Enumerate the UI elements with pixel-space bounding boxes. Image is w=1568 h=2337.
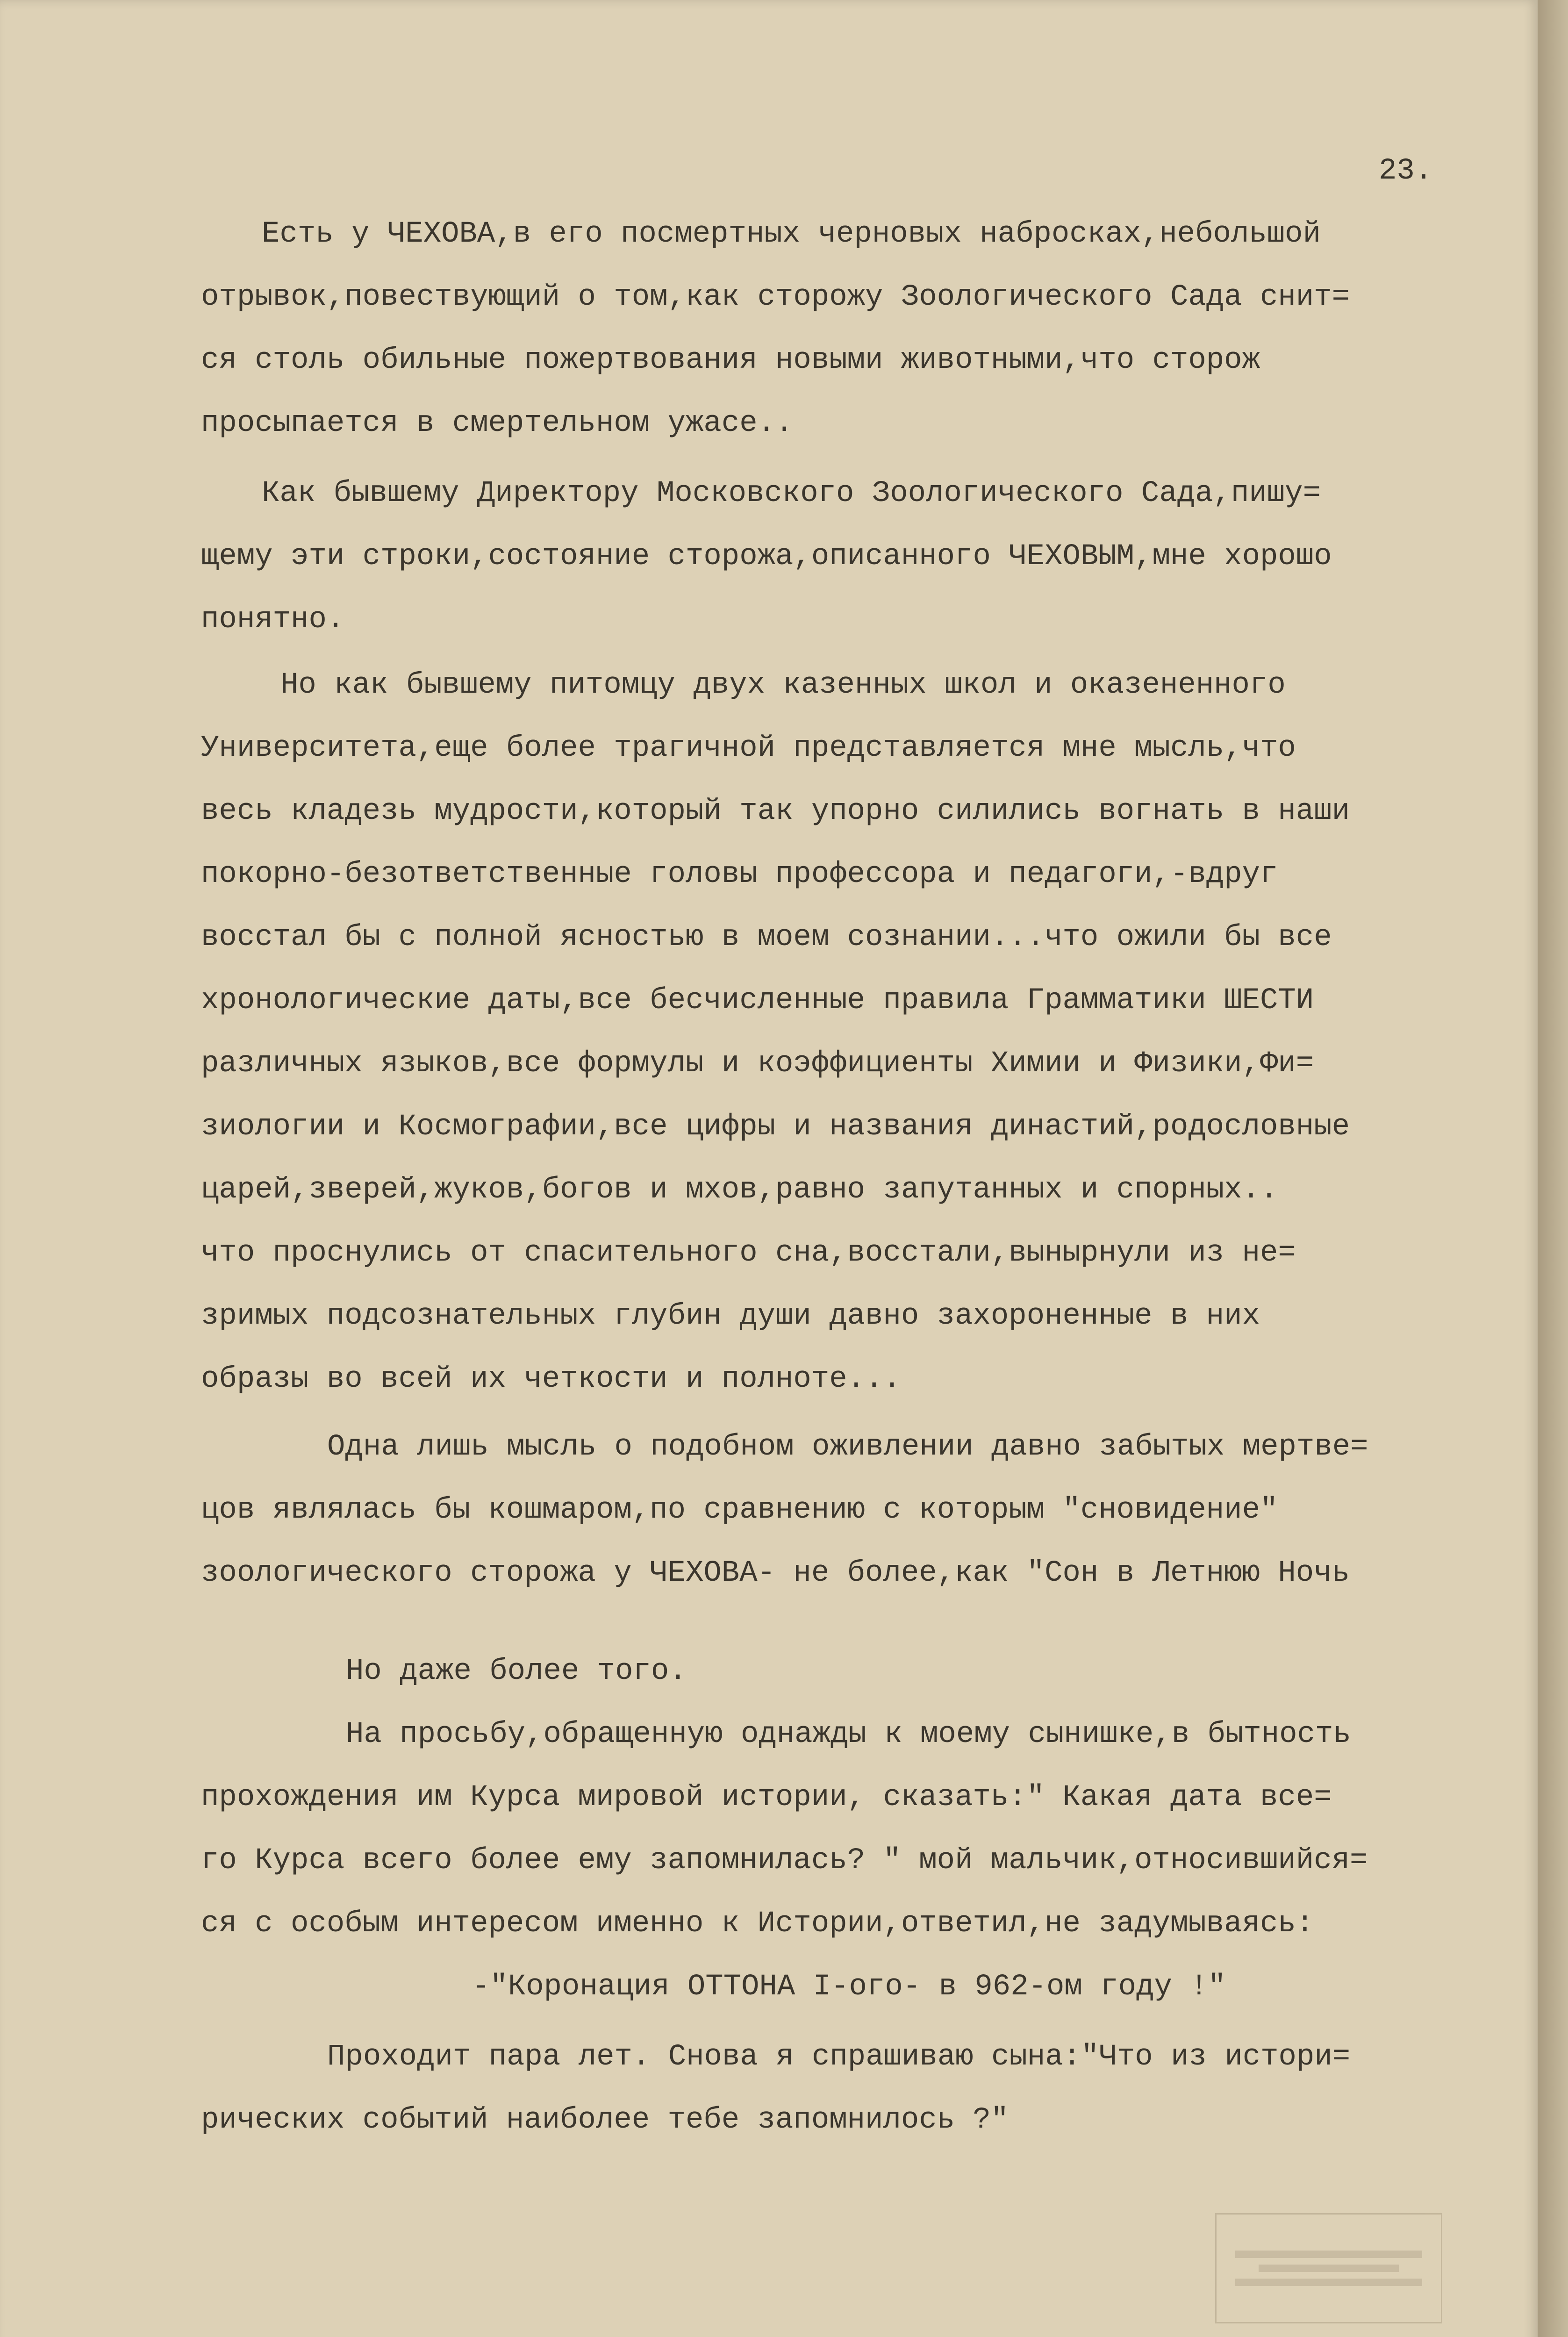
text-line: хронологические даты,все бесчисленные правила Грамматики ШЕСТИ bbox=[201, 984, 1314, 1018]
text-line: На просьбу,обращенную однажды к моему сынишке,в бытность bbox=[346, 1718, 1351, 1751]
stamp-mark bbox=[1235, 2251, 1422, 2258]
text-line: образы во всей их четкости и полноте... bbox=[201, 1362, 901, 1396]
text-line: цов являлась бы кошмаром,по сравнению с которым "сновидение" bbox=[201, 1493, 1278, 1527]
text-line: Но даже более того. bbox=[346, 1655, 687, 1688]
text-line: Одна лишь мысль о подобном оживлении давно забытых мертве= bbox=[327, 1430, 1368, 1464]
page-binding-edge bbox=[1538, 0, 1568, 2337]
text-line: Есть у ЧЕХОВА,в его посмертных черновых набросках,небольшой bbox=[262, 217, 1321, 251]
text-line: Но как бывшему питомцу двух казенных школ и оказененного bbox=[280, 668, 1286, 702]
text-line: отрывок,повествующий о том,как сторожу Зоологического Сада снит= bbox=[201, 280, 1350, 314]
archive-stamp bbox=[1215, 2213, 1442, 2323]
text-line: Проходит пара лет. Снова я спрашиваю сына:"Что из истори= bbox=[327, 2040, 1351, 2074]
text-line: Как бывшему Директору Московского Зоологического Сада,пишу= bbox=[262, 477, 1321, 510]
text-line: щему эти строки,состояние сторожа,описанного ЧЕХОВЫМ,мне хорошо bbox=[201, 540, 1332, 573]
text-line: понятно. bbox=[201, 603, 345, 637]
text-line: что проснулись от спасительного сна,восстали,вынырнули из не= bbox=[201, 1236, 1296, 1270]
text-line: прохождения им Курса мировой истории, сказать:" Какая дата все= bbox=[201, 1781, 1332, 1814]
stamp-mark bbox=[1235, 2279, 1422, 2286]
text-line: ся с особым интересом именно к Истории,ответил,не задумываясь: bbox=[201, 1907, 1314, 1941]
text-line: зримых подсознательных глубин души давно захороненные в них bbox=[201, 1299, 1260, 1333]
text-line: покорно-безответственные головы профессора и педагоги,-вдруг bbox=[201, 858, 1278, 891]
text-line: зоологического сторожа у ЧЕХОВА- не более,как "Сон в Летнюю Ночь bbox=[201, 1556, 1350, 1590]
text-line: рических событий наиболее тебе запомнилось ?" bbox=[201, 2103, 1009, 2137]
text-line: -"Коронация ОТТОНА I-ого- в 962-ом году !" bbox=[472, 1970, 1226, 2004]
text-line: ся столь обильные пожертвования новыми животными,что сторож bbox=[201, 344, 1260, 377]
text-line: просыпается в смертельном ужасе.. bbox=[201, 407, 794, 440]
text-line: Университета,еще более трагичной представляется мне мысль,что bbox=[201, 731, 1296, 765]
text-line: различных языков,все формулы и коэффициенты Химии и Физики,Фи= bbox=[201, 1047, 1314, 1081]
text-line: зиологии и Космографии,все цифры и названия династий,родословные bbox=[201, 1110, 1350, 1144]
text-line: царей,зверей,жуков,богов и мхов,равно запутанных и спорных.. bbox=[201, 1173, 1278, 1207]
page-number: 23. bbox=[1379, 154, 1433, 188]
stamp-mark bbox=[1259, 2265, 1399, 2272]
text-line: восстал бы с полной ясностью в моем сознании...что ожили бы все bbox=[201, 921, 1332, 954]
text-line: весь кладезь мудрости,который так упорно силились вогнать в наши bbox=[201, 795, 1350, 828]
text-line: го Курса всего более ему запомнилась? " мой мальчик,относившийся= bbox=[201, 1844, 1368, 1878]
